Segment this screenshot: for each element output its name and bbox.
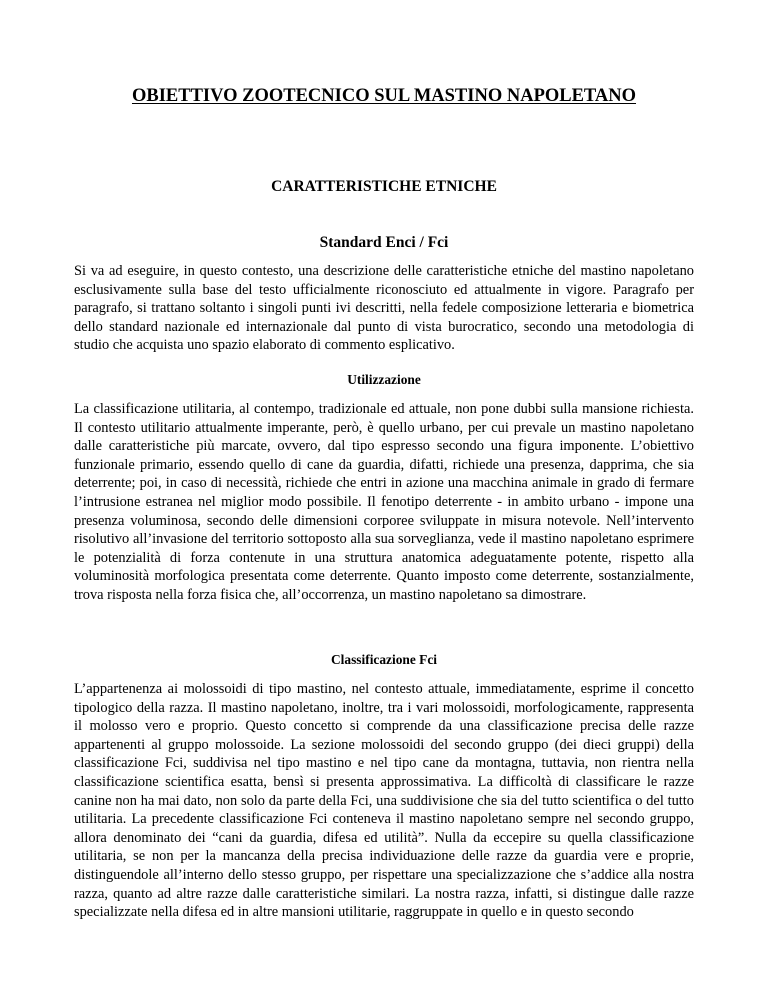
- document-title: OBIETTIVO ZOOTECNICO SUL MASTINO NAPOLETANO: [131, 86, 637, 106]
- section-paragraph-classificazione-fci: L’appartenenza ai molossoidi di tipo mastino, nel contesto attuale, immediatamente, esprime il concetto tipologico della razza. Il mastino napoletano, inoltre, tra i vari molossoidi, morfologicamente, rappresenta il molosso vero e proprio. Questo concetto si comprende da una classificazione precisa delle razze appartenenti al gruppo molossoide. La sezione molossoidi del secondo gruppo (dei dieci gruppi) della classificazione Fci, suddivisa nel tipo mastino e nel tipo cane da montagna, tuttavia, non rientra nella classificazione scientifica esatta, bensì si presenta approssimativa. La difficoltà di classificare le razze canine non ha mai dato, non solo da parte della Fci, una suddivisione che sia del tutto scientifica o del tutto utilitaria. La precedente classificazione Fci conteneva il mastino napoletano sempre nel secondo gruppo, allora denominato dei “cani da guardia, difesa ed utilità”. Nulla da eccepire su quella classificazione utilitaria, se non per la mancanza della precisa individuazione delle razze da guardia vere e proprie, distinguendole all’interno dello stesso gruppo, per rispettare una specializzazione che s’addice alla nostra razza, quanto ad altre razze dalle caratteristiche similari. La nostra razza, infatti, si distingue dalle razze specializzate nella difesa ed in altre mansioni utilitarie, raggruppate in quello e in questo secondo: [74, 681, 694, 921]
- subsection-title: Standard Enci / Fci: [319, 234, 449, 251]
- section-heading-utilizzazione: Utilizzazione: [347, 372, 421, 387]
- intro-paragraph: Si va ad eseguire, in questo contesto, una descrizione delle caratteristiche etniche del mastino napoletano esclusivamente sulla base del testo ufficialmente riconosciuto ed attualmente in vigore. Paragrafo per paragrafo, si trattano soltanto i singoli punti ivi descritti, nella fedele composizione letteraria e biometrica dello standard nazionale ed internazionale dal punto di vista burocratico, secondo una metodologia di studio che acquista uno spazio elaborato di commento esplicativo.: [74, 263, 694, 354]
- section-heading-classificazione-fci: Classificazione Fci: [331, 652, 437, 667]
- section-title: CARATTERISTICHE ETNICHE: [271, 178, 497, 195]
- section-paragraph-utilizzazione: La classificazione utilitaria, al contempo, tradizionale ed attuale, non pone dubbi sulla mansione richiesta. Il contesto utilitario attualmente imperante, però, è quello urbano, per cui prevale un mastino napoletano dalle caratteristiche più marcate, ovvero, dal tipo espresso secondo una figura imponente. L’obiettivo funzionale primario, essendo quello di cane da guardia, difatti, richiede una presenza, dapprima, che sia deterrente; poi, in caso di necessità, richiede che entri in azione una macchina animale in grado di fermare l’intrusione estranea nel miglior modo possibile. Il fenotipo deterrente - in ambito urbano - impone una presenza voluminosa, secondo delle dimensioni corporee sviluppate in misura notevole. Nell’intervento risolutivo all’invasione del territorio sottoposto alla sua sorveglianza, vede il mastino napoletano esprimere le potenzialità di forza contenute in una struttura anatomica adeguatamente potente, rispetto alla voluminosità morfologica presentata come deterrente. Quanto imposto come deterrente, sostanzialmente, trova risposta nella forza fisica che, all’occorrenza, un mastino napoletano sa dimostrare.: [74, 401, 694, 603]
